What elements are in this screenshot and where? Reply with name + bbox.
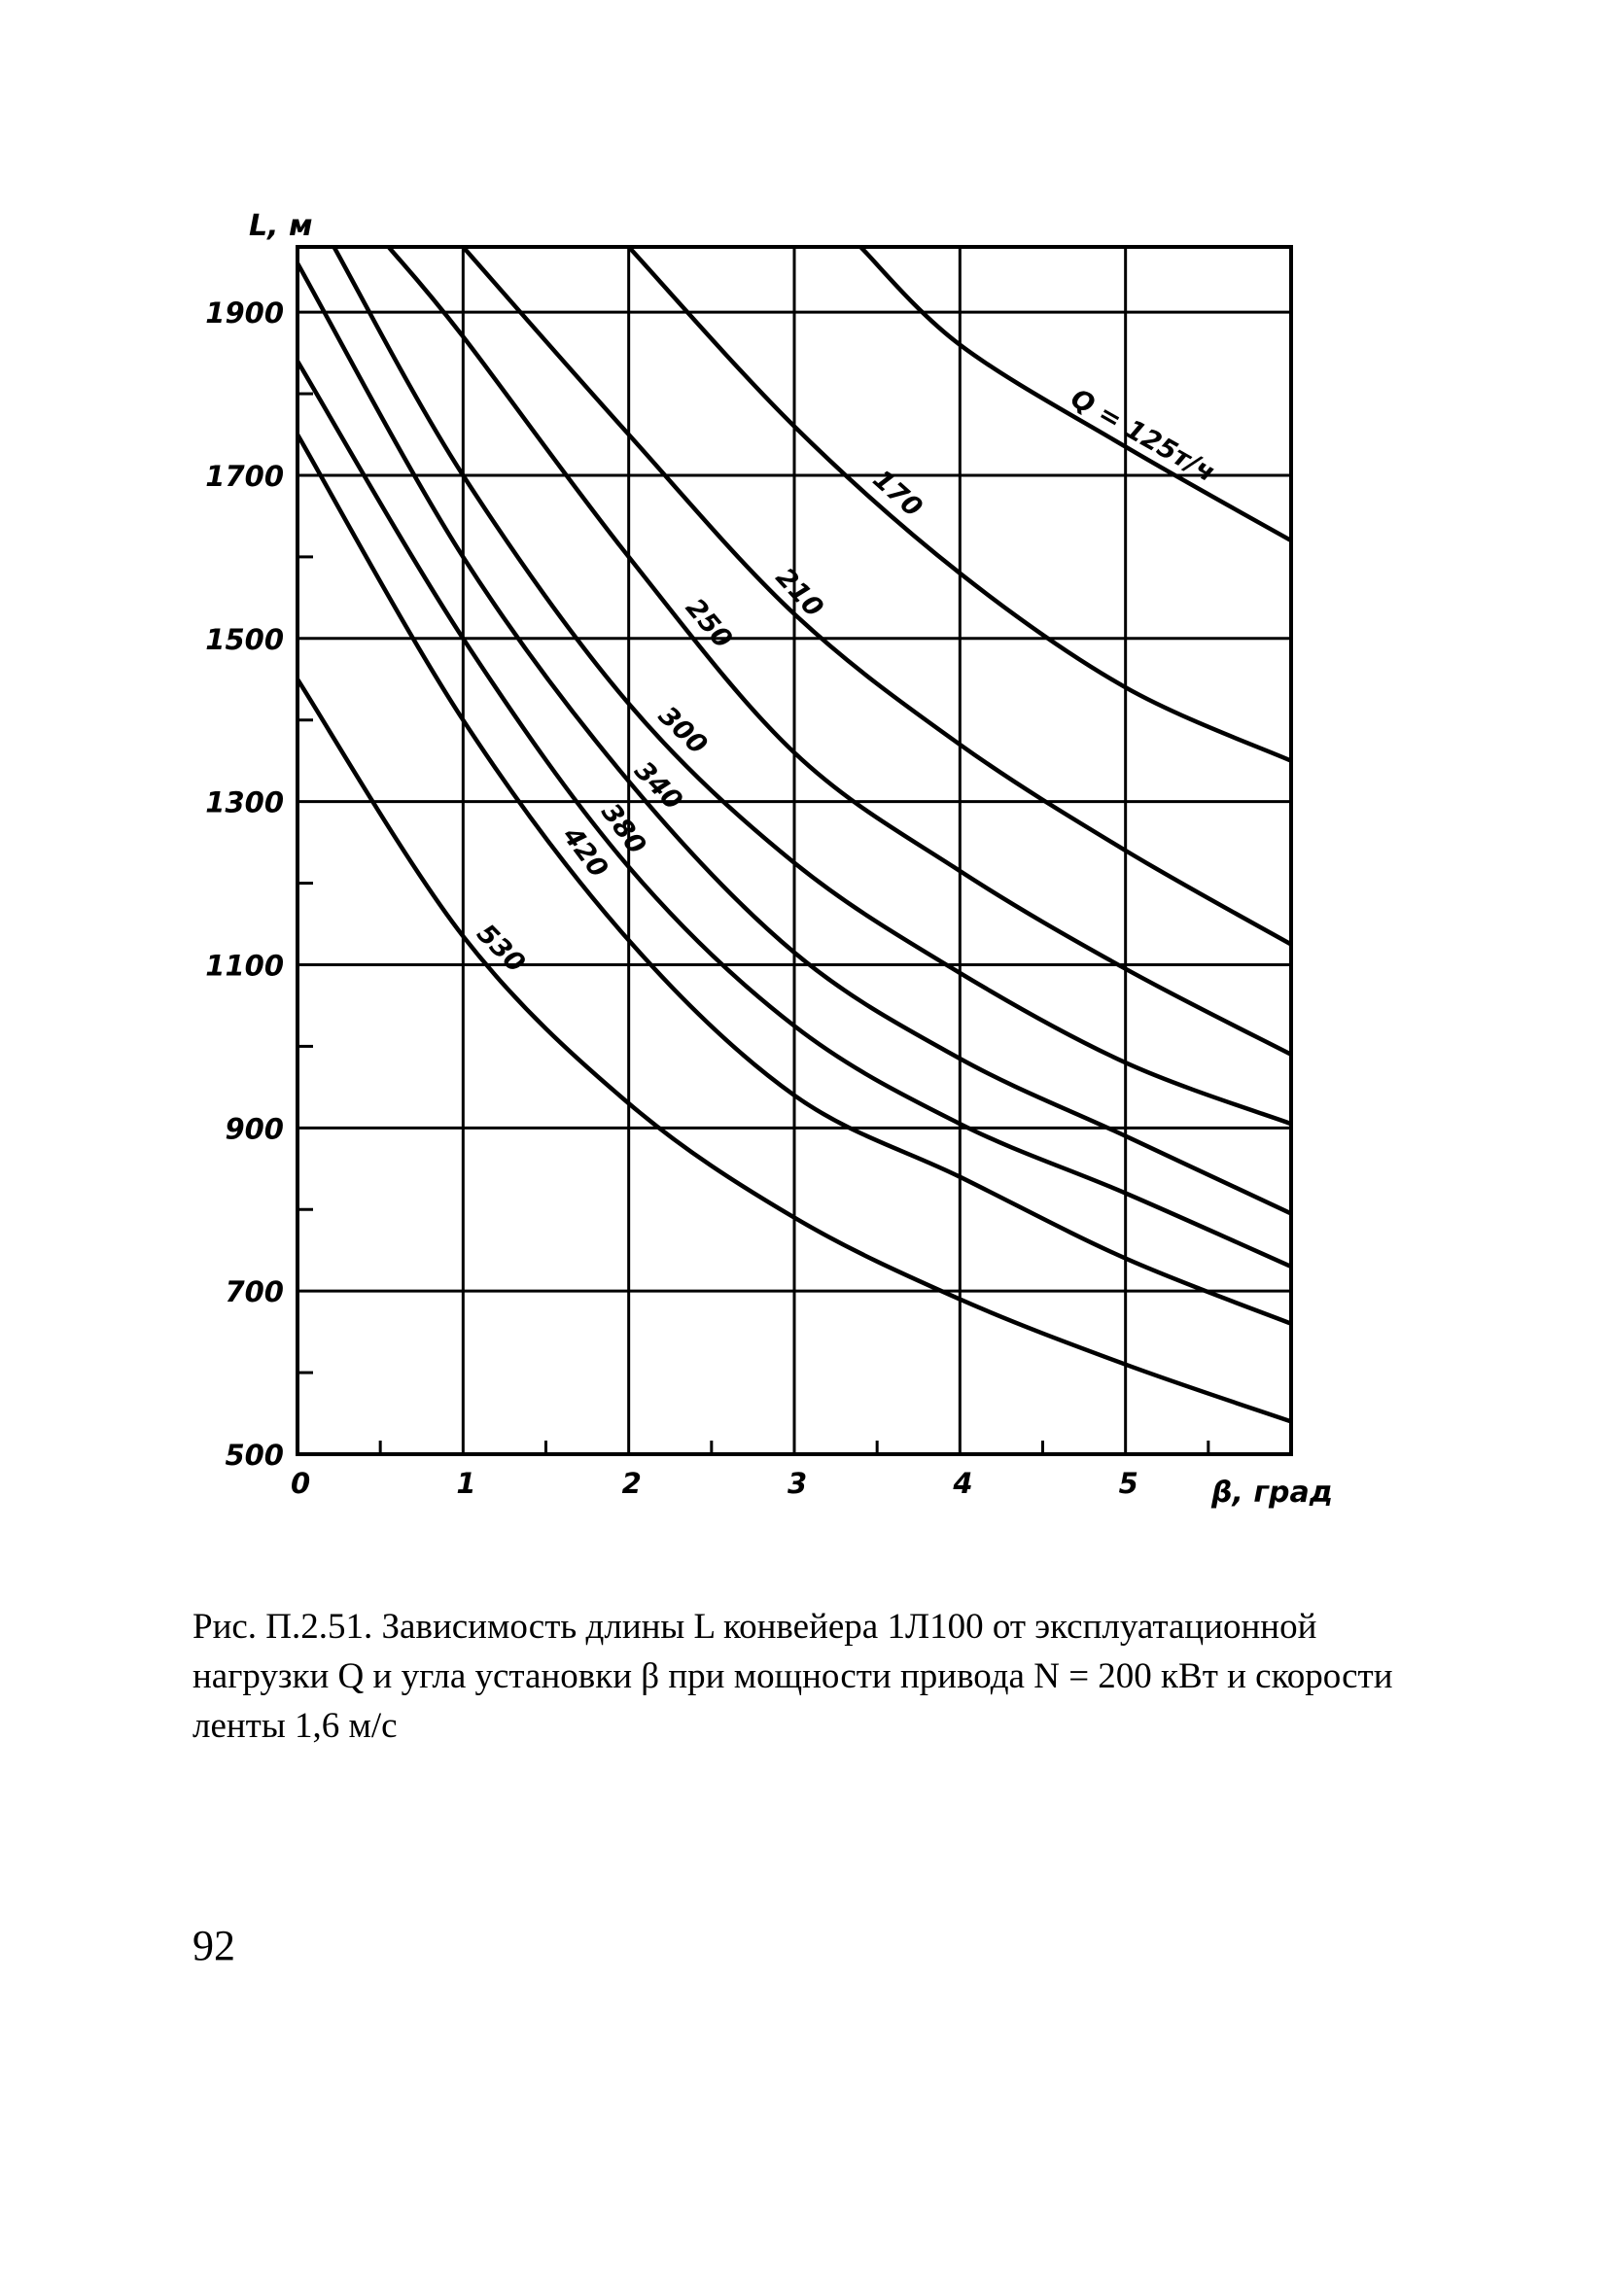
curve-label: 300 — [652, 700, 714, 761]
x-tick-label: 2 — [621, 1467, 642, 1500]
curve-label: 530 — [471, 918, 531, 979]
y-tick-label: 500 — [225, 1439, 284, 1472]
y-tick-label: 700 — [225, 1275, 284, 1309]
y-tick-label: 1100 — [205, 949, 284, 983]
x-axis-label: β, град — [1211, 1476, 1333, 1510]
x-tick-label: 0 — [291, 1467, 311, 1500]
figure-caption: Рис. П.2.51. Зависимость длины L конвейера 1Л100 от эксплуатационной нагрузки Q и угла установки β при мощности привода N = 200 кВт и скорости ленты 1,6 м/с — [192, 1607, 1393, 1746]
x-tick-label: 3 — [788, 1467, 808, 1500]
page-number: 92 — [192, 1922, 235, 1969]
curve-label: 170 — [866, 464, 928, 524]
curve-label: 380 — [595, 797, 652, 860]
curve-line — [389, 247, 1291, 1055]
y-tick-label: 1500 — [205, 622, 284, 656]
curve-label: Q = 125т/ч — [1065, 383, 1220, 489]
y-tick-label: 900 — [225, 1112, 284, 1146]
y-tick-label: 1300 — [205, 785, 284, 819]
curve-line — [334, 247, 1292, 1124]
curve-label: 420 — [556, 821, 614, 884]
curve-label: 250 — [679, 593, 738, 655]
curve-label: 340 — [628, 755, 688, 817]
tick-labels — [205, 296, 1138, 1500]
x-tick-label: 1 — [456, 1467, 476, 1500]
x-tick-label: 4 — [953, 1467, 973, 1500]
chart-ticks — [298, 394, 1208, 1454]
y-tick-label: 1900 — [205, 296, 284, 330]
curve-label: 210 — [769, 562, 829, 624]
y-tick-label: 1700 — [205, 459, 284, 493]
y-axis-label: L, м — [249, 209, 313, 243]
x-tick-label: 5 — [1118, 1467, 1138, 1500]
